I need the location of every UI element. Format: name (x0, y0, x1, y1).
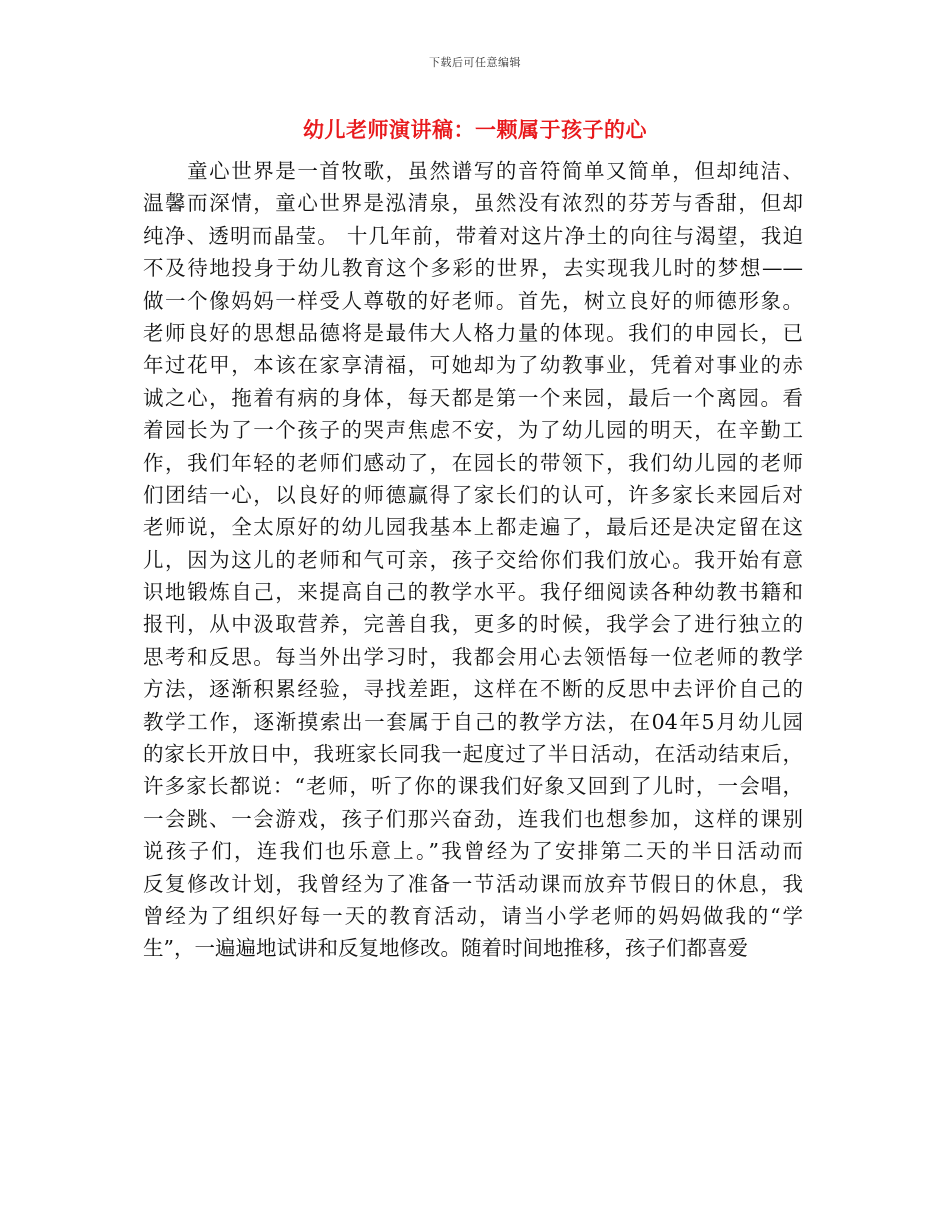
text-line: 识地锻炼自己，来提高自己的教学水平。我仔细阅读各种幼教书籍和 (143, 580, 803, 605)
text-line: 不及待地投身于幼儿教育这个多彩的世界，去实现我儿时的梦想—— (143, 256, 803, 281)
page-title: 幼儿老师演讲稿：一颗属于孩子的心 (303, 118, 647, 142)
text-line: 报刊，从中汲取营养，完善自我，更多的时候，我学会了进行独立的 (143, 612, 803, 637)
text-line: 做一个像妈妈一样受人尊敬的好老师。首先，树立良好的师德形象。 (143, 288, 803, 313)
text-line: 老师说，全太原好的幼儿园我基本上都走遍了，最后还是决定留在这 (143, 515, 803, 540)
text-line: 老师良好的思想品德将是最伟大人格力量的体现。我们的申园长，已 (143, 320, 803, 345)
text-line: 温馨而深情，童心世界是泓清泉，虽然没有浓烈的芬芳与香甜，但却 (143, 191, 803, 216)
header-note: 下载后可任意编辑 (429, 56, 521, 69)
text-line: 年过花甲，本该在家享清福，可她却为了幼教事业，凭着对事业的赤 (143, 353, 803, 378)
text-line: 的家长开放日中，我班家长同我一起度过了半日活动，在活动结束后， (143, 742, 803, 767)
text-line: 许多家长都说：“老师，听了你的课我们好象又回到了儿时，一会唱， (143, 774, 803, 799)
text-line: 童心世界是一首牧歌，虽然谱写的音符简单又简单，但却纯洁、 (143, 159, 803, 183)
text-line: 说孩子们，连我们也乐意上。”我曾经为了安排第二天的半日活动而 (143, 839, 803, 864)
text-line: 一会跳、一会游戏，孩子们那兴奋劲，连我们也想参加，这样的课别 (143, 806, 803, 831)
text-line: 反复修改计划，我曾经为了准备一节活动课而放弃节假日的休息，我 (143, 871, 803, 896)
text-line: 方法，逐渐积累经验，寻找差距，这样在不断的反思中去评价自己的 (143, 677, 803, 702)
text-line: 着园长为了一个孩子的哭声焦虑不安，为了幼儿园的明天，在辛勤工 (143, 418, 803, 443)
text-line: 纯净、透明而晶莹。 十几年前，带着对这片净土的向往与渴望，我迫 (143, 223, 803, 248)
text-line: 思考和反思。每当外出学习时，我都会用心去领悟每一位老师的教学 (143, 644, 803, 669)
text-line: 们团结一心，以良好的师德赢得了家长们的认可，许多家长来园后对 (143, 482, 803, 507)
text-line: 生”，一遍遍地试讲和反复地修改。随着时间地推移，孩子们都喜爱 (143, 936, 748, 961)
text-line: 诚之心，拖着有病的身体，每天都是第一个来园，最后一个离园。看 (143, 385, 803, 410)
text-line: 教学工作，逐渐摸索出一套属于自己的教学方法，在04年5月幼儿园 (143, 709, 803, 734)
text-line: 作，我们年轻的老师们感动了，在园长的带领下，我们幼儿园的老师 (143, 450, 803, 475)
body-paragraph (143, 155, 803, 965)
text-line: 曾经为了组织好每一天的教育活动，请当小学老师的妈妈做我的“学 (143, 903, 803, 928)
text-line: 儿，因为这儿的老师和气可亲，孩子交给你们我们放心。我开始有意 (143, 547, 803, 572)
